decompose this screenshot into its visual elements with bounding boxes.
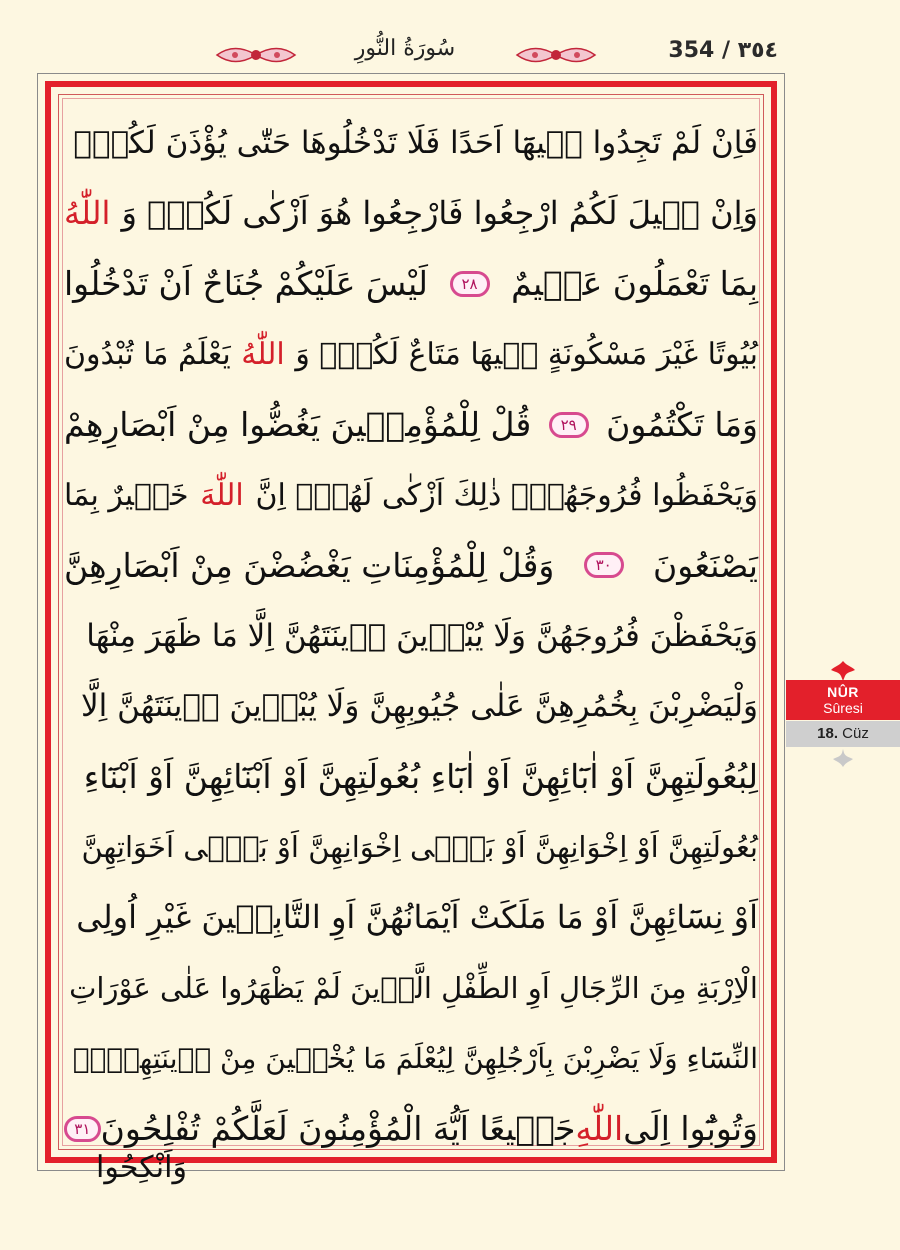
fleur-bottom-icon (819, 748, 867, 772)
verse-text-segment: بِمَا تَعْمَلُونَ عَلٖيمٌ (511, 264, 758, 304)
verse-text-segment: جَمٖيعًا اَيُّهَ الْمُؤْمِنُونَ لَعَلَّكُمْ تُفْلِحُونَ (100, 1109, 576, 1149)
juz-number: 18. (817, 725, 838, 742)
verse-text-segment: لِبُعُولَتِهِنَّ اَوْ اٰبَٓائِهِنَّ اَوْ اٰبَٓاءِ بُعُولَتِهِنَّ اَوْ اَبْنَٓائِهِنَّ اَوْ اَبْنَٓاءِ (83, 757, 758, 797)
verse-line (64, 387, 758, 463)
surah-title: سُورَةُ النُّورِ (354, 36, 456, 61)
verse-line (64, 527, 758, 603)
verse-text-segment: وَمَا تَكْتُمُونَ (606, 405, 758, 445)
verse-line (64, 246, 758, 322)
surah-side-tab[interactable] (786, 660, 900, 770)
header-ornament-right (515, 42, 597, 68)
verse-number-marker: ٣١ (64, 1116, 101, 1142)
verse-text-segment: خَبٖيرٌ بِمَا (64, 477, 189, 513)
verse-line (64, 809, 758, 885)
verse-text-segment: اَوْ نِسَٓائِهِنَّ اَوْ مَا مَلَكَتْ اَيْمَانُهُنَّ اَوِ التَّابِعٖينَ غَيْرِ اُولِى (76, 898, 758, 937)
divine-name-text: اللّٰهَ (200, 477, 244, 513)
verse-text-segment: يَعْلَمُ مَا تُبْدُونَ (64, 336, 231, 372)
divine-name-text: اللّٰهِ (575, 1109, 624, 1149)
verse-line (64, 879, 758, 955)
verse-text-segment: وَتُوبُٓوا اِلَى (623, 1109, 758, 1149)
verse-number-marker: ٣٠ (584, 552, 624, 578)
verse-line (64, 598, 758, 674)
verse-line (64, 457, 758, 533)
verse-text-segment: وَقُلْ لِلْمُؤْمِنَاتِ يَغْضُضْنَ مِنْ اَبْصَارِهِنَّ (64, 545, 555, 585)
verse-line (64, 739, 758, 815)
verse-text-segment: يَصْنَعُونَ (653, 545, 758, 585)
surah-name-box (786, 680, 900, 720)
verse-text-segment: وَاِنْ قٖيلَ لَكُمُ ارْجِعُوا فَارْجِعُوا هُوَ اَزْكٰى لَكُمْۜ وَ (121, 194, 758, 233)
verse-line (64, 316, 758, 392)
juz-box (786, 721, 900, 747)
verse-text-segment: بُيُوتًا غَيْرَ مَسْكُونَةٍ فٖيهَا مَتَاعٌ لَكُمْۜ وَ (295, 336, 758, 372)
page-header (0, 0, 900, 75)
header-ornament-left (215, 42, 297, 68)
verse-line (64, 950, 758, 1026)
verse-text-segment: قُلْ لِلْمُؤْمِنٖينَ يَغُضُّوا مِنْ اَبْصَارِهِمْ (64, 405, 532, 445)
juz-label: Cüz (842, 725, 869, 742)
verse-line (64, 105, 758, 181)
verse-text-segment: لَيْسَ عَلَيْكُمْ جُنَاحٌ اَنْ تَدْخُلُوا (64, 264, 428, 304)
verse-line (64, 1020, 758, 1096)
verse-number-marker: ٢٨ (450, 271, 490, 297)
verse-text-segment: الْاِرْبَةِ مِنَ الرِّجَالِ اَوِ الطِّفْلِ الَّذٖينَ لَمْ يَظْهَرُوا عَلٰى عَوْرَاتِ (69, 970, 758, 1005)
catchword: وَاَنْكِحُوا (96, 1150, 187, 1185)
verse-text-segment: فَاِنْ لَمْ تَجِدُوا فٖيهَٓا اَحَدًا فَلَا تَدْخُلُوهَا حَتّٰى يُؤْذَنَ لَكُمْۚ (73, 125, 758, 161)
verse-text-segment: بُعُولَتِهِنَّ اَوْ اِخْوَانِهِنَّ اَوْ بَنٖٓى اِخْوَانِهِنَّ اَوْ بَنٖٓى اَخَوَاتِهِنَّ (81, 830, 758, 864)
verse-number-marker: ٢٩ (549, 412, 589, 438)
divine-name-text: اللّٰهُ (64, 194, 111, 233)
divine-name-text: اللّٰهُ (241, 336, 285, 372)
verse-line (64, 668, 758, 744)
verse-text-segment: وَيَحْفَظْنَ فُرُوجَهُنَّ وَلَا يُبْدٖينَ زٖينَتَهُنَّ اِلَّا مَا ظَهَرَ مِنْهَا (86, 617, 758, 654)
surah-label: Sûresi (823, 700, 863, 716)
verse-text-segment: وَيَحْفَظُوا فُرُوجَهُمْۜ ذٰلِكَ اَزْكٰى لَهُمْۜ اِنَّ (255, 477, 758, 513)
page-number: 354 / ٣٥٤ (668, 38, 778, 63)
verse-line (64, 175, 758, 251)
verse-text-segment: النِّسَٓاءِ وَلَا يَضْرِبْنَ بِاَرْجُلِهِنَّ لِيُعْلَمَ مَا يُخْفٖينَ مِنْ زٖينَتِهِنَّۜ (72, 1041, 758, 1075)
surah-name: NÛR (827, 684, 859, 700)
verse-text-segment: وَلْيَضْرِبْنَ بِخُمُرِهِنَّ عَلٰى جُيُوبِهِنَّ وَلَا يُبْدٖينَ زٖينَتَهُنَّ اِلَّا (80, 688, 758, 725)
